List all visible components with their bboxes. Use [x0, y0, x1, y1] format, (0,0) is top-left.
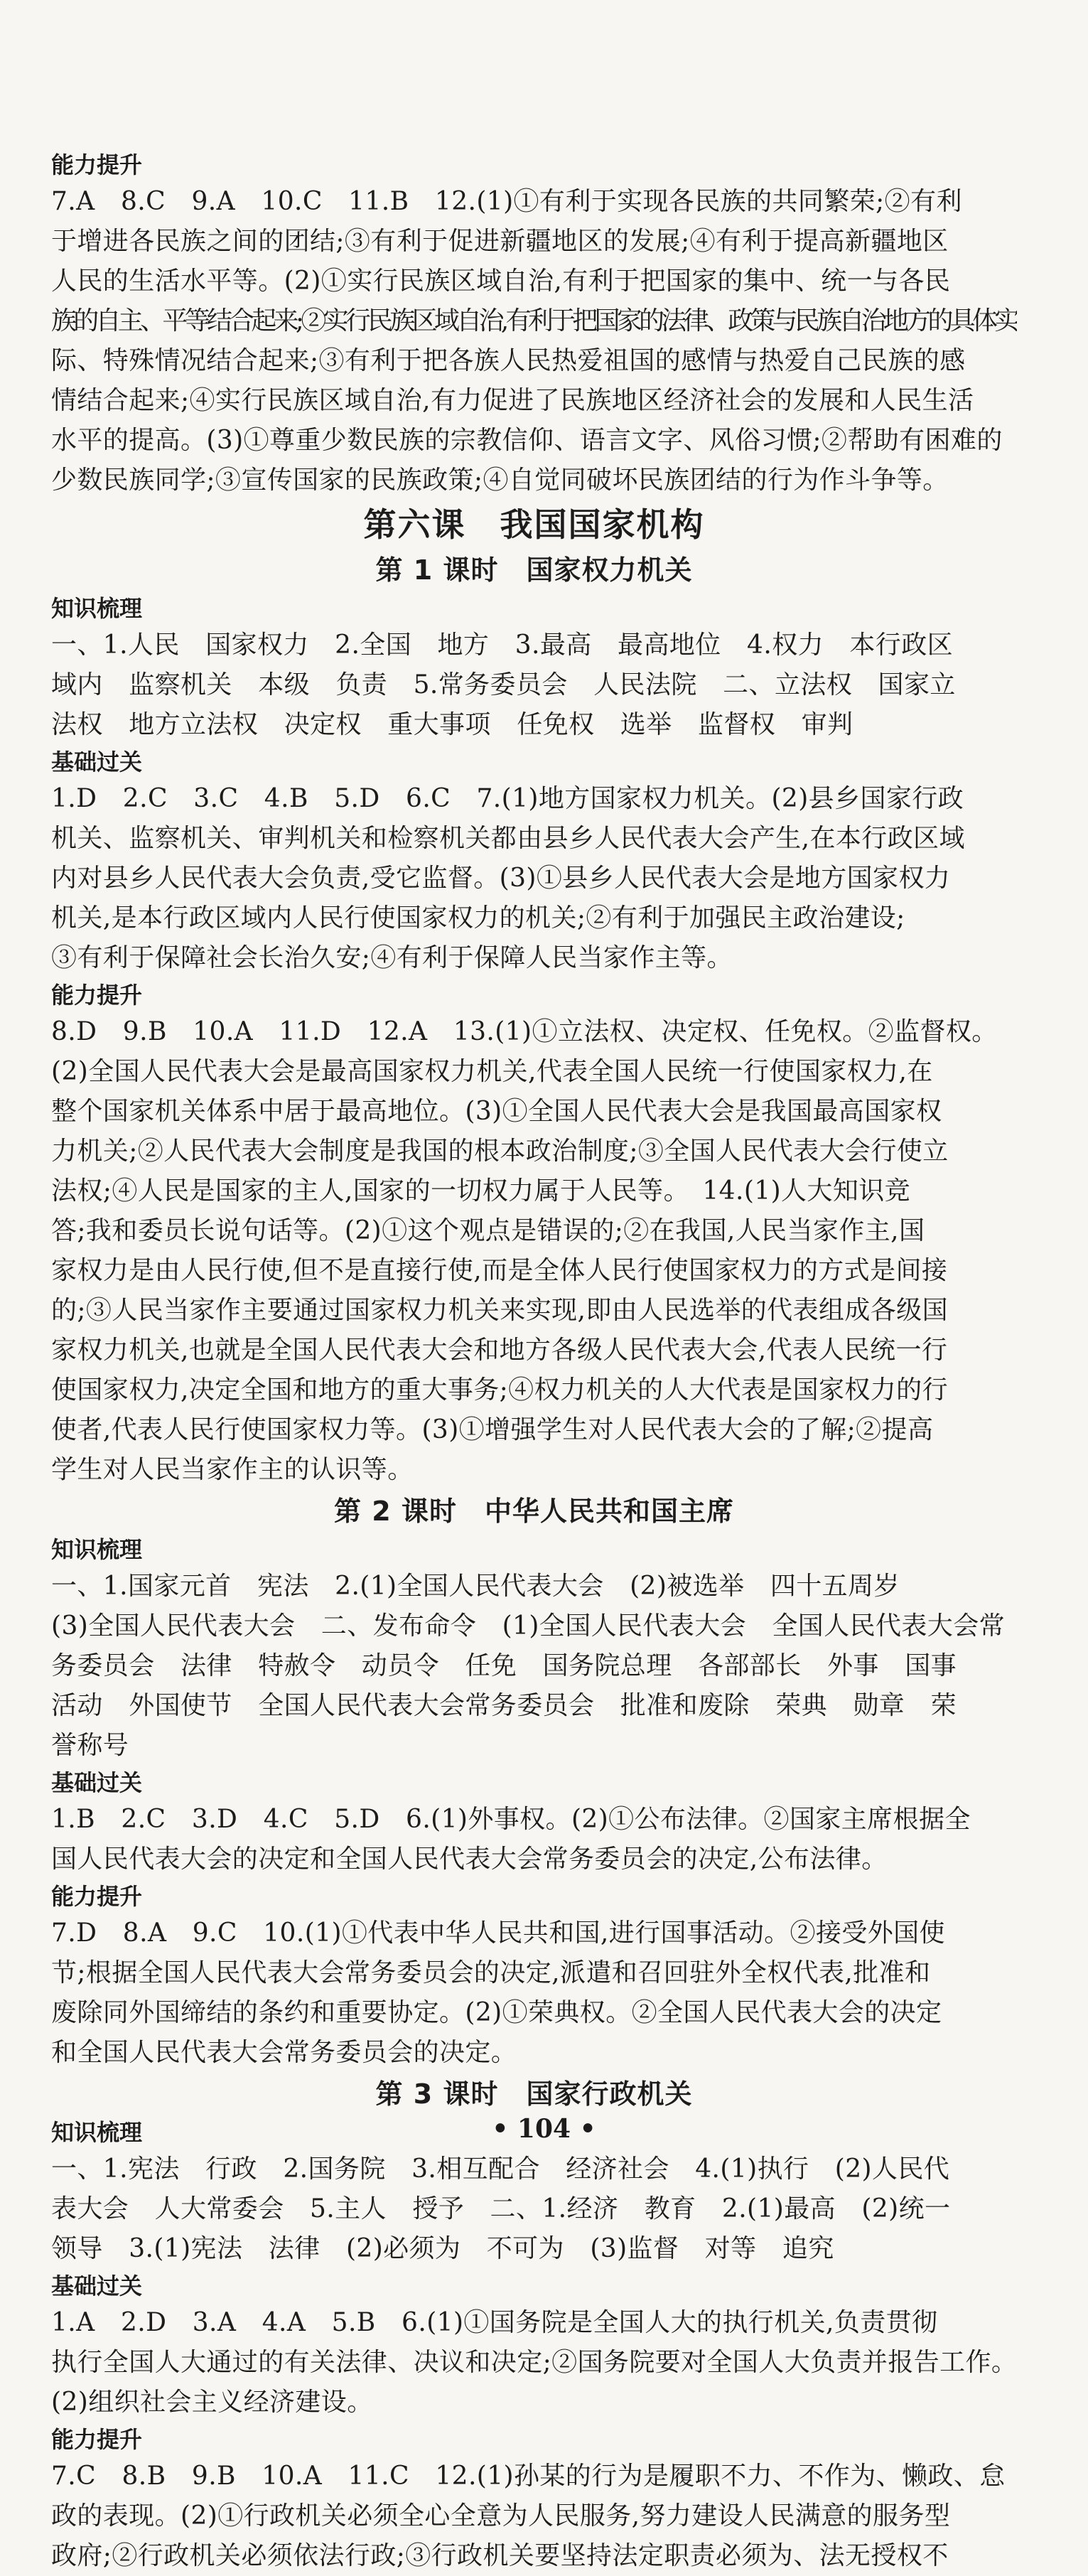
section-heading: 基础过关: [51, 2272, 143, 2299]
answer-text-line: 领导 3.(1)宪法 法律 (2)必须为 不可为 (3)监督 对等 追究: [51, 2234, 834, 2263]
section-heading: 知识梳理: [51, 1536, 143, 1563]
answer-text-line: 和全国人民代表大会常务委员会的决定。: [51, 2038, 517, 2067]
answer-text-line: 7.C 8.B 9.B 10.A 11.C 12.(1)孙某的行为是履职不力、不作为、懒政、怠: [51, 2462, 1006, 2491]
answer-text-line: 节;根据全国人民代表大会常务委员会的决定,派遣和召回驻外全权代表,批准和: [51, 1958, 931, 1987]
period-title: 第 1 课时 国家权力机关: [375, 554, 693, 586]
answer-text-line: 少数民族同学;③宣传国家的民族政策;④自觉同破坏民族团结的行为作斗争等。: [51, 466, 949, 495]
answer-text-line: 使者,代表人民行使国家权力等。(3)①增强学生对人民代表大会的了解;②提高: [51, 1415, 934, 1444]
section-heading: 基础过关: [51, 1769, 143, 1796]
answer-text-line: 家权力机关,也就是全国人民代表大会和地方各级人民代表大会,代表人民统一行: [51, 1336, 948, 1365]
answer-text-line: 使国家权力,决定全国和地方的重大事务;④权力机关的人大代表是国家权力的行: [51, 1375, 948, 1405]
answer-text-line: 7.D 8.A 9.C 10.(1)①代表中华人民共和国,进行国事活动。②接受外国使: [51, 1918, 945, 1948]
answer-text-line: 国人民代表大会的决定和全国人民代表大会常务委员会的决定,公布法律。: [51, 1845, 888, 1874]
answer-text-line: 1.D 2.C 3.C 4.B 5.D 6.C 7.(1)地方国家权力机关。(2)县乡国家行政: [51, 784, 964, 813]
answer-text-line: 水平的提高。(3)①尊重少数民族的宗教信仰、语言文字、风俗习惯;②帮助有困难的: [51, 426, 1003, 455]
answer-text-line: 整个国家机关体系中居于最高地位。(3)①全国人民代表大会是我国最高国家权: [51, 1097, 942, 1126]
answer-text-line: 表大会 人大常委会 5.主人 授予 二、1.经济 教育 2.(1)最高 (2)统一: [51, 2194, 951, 2223]
lesson-title: 第六课 我国国家机构: [363, 505, 705, 544]
answer-text-line: 执行全国人大通过的有关法律、决议和决定;②国务院要对全国人大负责并报告工作。: [51, 2348, 1017, 2377]
section-heading: 能力提升: [51, 982, 143, 1009]
answer-text-line: 际、特殊情况结合起来;③有利于把各族人民热爱祖国的感情与热爱自己民族的感: [51, 346, 966, 375]
answer-content: [51, 148, 1017, 2576]
answer-text-line: 7.A 8.C 9.A 10.C 11.B 12.(1)①有利于实现各民族的共同繁荣;②有利: [51, 187, 962, 216]
answer-text-line: 机关,是本行政区域内人民行使国家权力的机关;②有利于加强民主政治建设;: [51, 903, 905, 933]
answer-text-line: 一、1.宪法 行政 2.国务院 3.相互配合 经济社会 4.(1)执行 (2)人民代: [51, 2154, 950, 2184]
answer-text-line: 的;③人民当家作主要通过国家权力机关来实现,即由人民选举的代表组成各级国: [51, 1296, 948, 1325]
answer-text-line: ③有利于保障社会长治久安;④有利于保障人民当家作主等。: [51, 943, 733, 972]
answer-text-line: 1.A 2.D 3.A 4.A 5.B 6.(1)①国务院是全国人大的执行机关,负责贯彻: [51, 2308, 938, 2337]
answer-text-line: 情结合起来;④实行民族区域自治,有力促进了民族地区经济社会的发展和人民生活: [51, 386, 974, 415]
period-title: 第 3 课时 国家行政机关: [375, 2078, 693, 2110]
period-title: 第 2 课时 中华人民共和国主席: [334, 1496, 734, 1527]
section-heading: 知识梳理: [51, 595, 143, 622]
answer-text-line: 政府;②行政机关必须依法行政;③行政机关要坚持法定职责必须为、法无授权不: [51, 2541, 949, 2570]
answer-text-line: 政的表现。(2)①行政机关必须全心全意为人民服务,努力建设人民满意的服务型: [51, 2501, 951, 2531]
answer-text-line: 一、1.人民 国家权力 2.全国 地方 3.最高 最高地位 4.权力 本行政区: [51, 630, 953, 660]
answer-text-line: 域内 监察机关 本级 负责 5.常务委员会 人民法院 二、立法权 国家立: [51, 670, 956, 699]
answer-text-line: 8.D 9.B 10.A 11.D 12.A 13.(1)①立法权、决定权、任免权。②监督权。: [51, 1017, 998, 1046]
answer-text-line: (3)全国人民代表大会 二、发布命令 (1)全国人民代表大会 全国人民代表大会常: [51, 1611, 1005, 1641]
answer-text-line: (2)全国人民代表大会是最高国家权力机关,代表全国人民统一行使国家权力,在: [51, 1057, 933, 1086]
answer-text-line: 于增进各民族之间的团结;③有利于促进新疆地区的发展;④有利于提高新疆地区: [51, 227, 949, 256]
answer-text-line: 活动 外国使节 全国人民代表大会常务委员会 批准和废除 荣典 勋章 荣: [51, 1691, 957, 1720]
answer-text-line: 家权力是由人民行使,但不是直接行使,而是全体人民行使国家权力的方式是间接: [51, 1256, 948, 1285]
answer-text-line: 学生对人民当家作主的认识等。: [51, 1455, 414, 1484]
answer-text-line: 法权;④人民是国家的主人,国家的一切权力属于人民等。 14.(1)人大知识竞: [51, 1176, 911, 1206]
section-heading: 能力提升: [51, 151, 143, 178]
answer-text-line: 1.B 2.C 3.D 4.C 5.D 6.(1)外事权。(2)①公布法律。②国家主席根据全: [51, 1805, 971, 1834]
answer-text-line: (2)组织社会主义经济建设。: [51, 2388, 373, 2417]
answer-text-line: 一、1.国家元首 宪法 2.(1)全国人民代表大会 (2)被选举 四十五周岁: [51, 1572, 900, 1601]
answer-text-line: 务委员会 法律 特赦令 动员令 任免 国务院总理 各部部长 外事 国事: [51, 1651, 957, 1680]
answer-text-line: 誉称号: [51, 1731, 129, 1760]
answer-text-line: 力机关;②人民代表大会制度是我国的根本政治制度;③全国人民代表大会行使立: [51, 1137, 949, 1166]
answer-text-line: 内对县乡人民代表大会负责,受它监督。(3)①县乡人民代表大会是地方国家权力: [51, 864, 951, 893]
answer-text-line: 答;我和委员长说句话等。(2)①这个观点是错误的;②在我国,人民当家作主,国: [51, 1216, 925, 1245]
section-heading: 能力提升: [51, 2426, 143, 2453]
answer-text-line: 人民的生活水平等。(2)①实行民族区域自治,有利于把国家的集中、统一与各民: [51, 267, 951, 296]
answer-text-line: 法权 地方立法权 决定权 重大事项 任免权 选举 监督权 审判: [51, 710, 853, 739]
section-heading: 能力提升: [51, 1883, 143, 1910]
answer-text-line: 机关、监察机关、审判机关和检察机关都由县乡人民代表大会产生,在本行政区域: [51, 824, 965, 853]
section-heading: 基础过关: [51, 748, 143, 776]
answer-text-line: 族的自主、平等结合起来;②实行民族区域自治,有利于把国家的法律、政策与民族自治地方的具体实: [51, 306, 1017, 336]
section-heading: 知识梳理: [51, 2119, 143, 2146]
page-number: • 104 •: [492, 2114, 596, 2144]
answer-text-line: 废除同外国缔结的条约和重要协定。(2)①荣典权。②全国人民代表大会的决定: [51, 1998, 942, 2027]
